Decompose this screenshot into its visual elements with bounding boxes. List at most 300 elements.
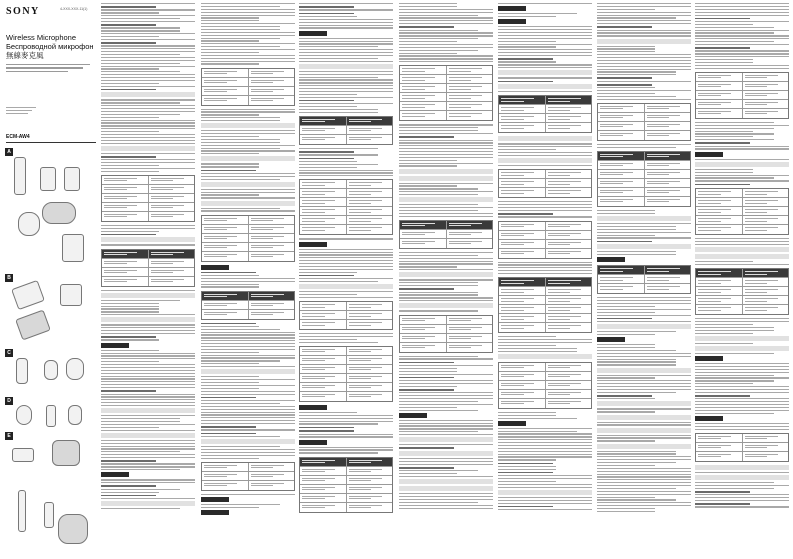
text-line: [201, 163, 259, 164]
subheading: [399, 389, 454, 391]
text-line: [498, 336, 556, 337]
table-cell: [499, 170, 546, 178]
subheading: [299, 100, 354, 102]
text-line: [695, 321, 789, 322]
table-cell: [499, 314, 546, 322]
table-row: [400, 102, 492, 111]
table-cell: [202, 225, 249, 233]
table-row: [598, 161, 690, 170]
text-line: [101, 51, 195, 52]
text-line: [101, 159, 195, 160]
text-line: [597, 35, 691, 36]
text-line: [695, 177, 774, 178]
table-cell: [202, 96, 249, 105]
text-line: [695, 136, 753, 137]
text-line: [597, 350, 676, 351]
section-heading: [695, 416, 723, 421]
section-heading: [299, 242, 327, 247]
text-line: [399, 142, 493, 143]
text-line: [597, 23, 691, 24]
text-line: [498, 67, 592, 68]
text-line: [201, 189, 295, 190]
text-line: [597, 453, 676, 454]
table-row: [499, 287, 591, 296]
table-row: [598, 131, 690, 140]
text-line: [597, 356, 691, 357]
table-row: [300, 494, 392, 503]
table-cell: [202, 292, 249, 300]
table-cell: [249, 78, 295, 86]
table-row: [696, 278, 788, 287]
spec-table: [597, 265, 691, 294]
text-line: [597, 213, 655, 214]
spec-table: [498, 169, 592, 198]
camcorder-illustration: [58, 514, 88, 544]
text-line: [399, 464, 493, 465]
text-line: [201, 346, 295, 347]
text-line: [399, 386, 457, 387]
text-line: [201, 150, 295, 151]
text-line: [201, 63, 259, 64]
spec-table: [299, 346, 393, 402]
text-line: [498, 436, 592, 437]
table-cell: [202, 252, 249, 261]
text-line: [498, 454, 592, 455]
text-line: [399, 380, 493, 381]
text-line: [299, 19, 393, 20]
text-line: [101, 54, 180, 55]
text-line: [101, 415, 195, 416]
table-cell: [149, 212, 195, 221]
table-cell: [696, 73, 743, 81]
text-line: [695, 426, 789, 427]
section-heading: [597, 415, 691, 420]
text-line: [101, 508, 180, 509]
text-line: [695, 506, 789, 507]
table-cell: [546, 240, 592, 248]
subheading: [101, 495, 156, 497]
text-line: [101, 498, 195, 499]
text-line: [597, 347, 655, 348]
table-cell: [598, 284, 645, 293]
table-row: [300, 383, 392, 392]
table-cell: [546, 170, 592, 178]
text-line: [399, 473, 457, 474]
receiver-illustration-2: [64, 167, 80, 191]
text-line: [597, 93, 655, 94]
text-line: [201, 55, 295, 56]
table-cell: [499, 323, 546, 332]
section-heading: [101, 343, 129, 348]
section-heading: [101, 408, 195, 413]
table-row: [300, 365, 392, 374]
text-line: [201, 142, 280, 143]
text-line: [101, 244, 195, 245]
text-line: [399, 374, 493, 375]
table-cell: [546, 390, 592, 398]
table-cell: [300, 180, 347, 188]
text-line: [299, 82, 393, 83]
text-line: [101, 479, 195, 480]
text-line: [399, 32, 493, 33]
text-line: [201, 412, 295, 413]
table-cell: [300, 189, 347, 197]
text-line: [299, 294, 357, 295]
subheading: [299, 430, 354, 432]
spec-table: [299, 301, 393, 330]
subheading: [101, 234, 156, 236]
text-line: [597, 96, 676, 97]
text-line: [201, 197, 295, 198]
text-line: [201, 120, 280, 121]
table-cell: [300, 198, 347, 206]
table-cell: [202, 87, 249, 95]
table-cell: [645, 104, 691, 112]
text-line: [695, 369, 789, 370]
text-line: [299, 16, 357, 17]
table-cell: [546, 105, 592, 113]
table-cell: [546, 114, 592, 122]
text-line: [201, 455, 295, 456]
text-line: [399, 292, 478, 293]
table-row: [696, 269, 788, 278]
table-cell: [300, 225, 347, 234]
text-line: [299, 238, 393, 239]
subheading: [299, 158, 354, 160]
text-line: [695, 343, 753, 344]
text-line: [695, 148, 789, 149]
table-cell: [743, 443, 789, 451]
table-row: [400, 230, 492, 239]
table-cell: [149, 277, 195, 286]
text-line: [498, 415, 556, 416]
text-line: [695, 30, 789, 31]
text-line: [201, 35, 295, 36]
text-line: [399, 207, 493, 208]
table-row: [696, 287, 788, 296]
text-line: [101, 137, 195, 138]
table-cell: [300, 365, 347, 373]
text-line: [201, 366, 295, 367]
section-heading: [399, 303, 493, 308]
text-line: [399, 252, 493, 253]
text-line: [695, 485, 789, 486]
section-heading: [498, 158, 592, 163]
text-line: [101, 48, 195, 49]
text-line: [597, 331, 676, 332]
text-line: [201, 452, 295, 453]
text-line: [399, 204, 478, 205]
text-line: [597, 99, 691, 100]
lanyard-illustration: [16, 358, 28, 384]
text-line: [597, 235, 655, 236]
table-cell: [149, 250, 195, 258]
section-a-label: A: [5, 148, 13, 156]
table-cell: [546, 96, 592, 104]
table-cell: [347, 216, 393, 224]
text-line: [498, 469, 556, 470]
text-line: [597, 71, 676, 72]
table-cell: [447, 325, 493, 333]
table-cell: [645, 161, 691, 169]
text-line: [597, 254, 676, 255]
text-line: [101, 171, 159, 172]
spec-table: [201, 68, 295, 106]
section-heading: [597, 401, 691, 406]
text-line: [201, 40, 259, 41]
table-row: [202, 463, 294, 472]
text-line: [597, 462, 676, 463]
table-row: [102, 203, 194, 212]
text-line: [597, 48, 655, 49]
text-line: [695, 59, 753, 60]
text-line: [597, 422, 691, 423]
text-line: [399, 188, 478, 189]
text-line: [597, 232, 691, 233]
table-cell: [598, 197, 645, 206]
section-heading: [498, 354, 592, 359]
text-line: [498, 152, 592, 153]
text-line: [399, 38, 478, 39]
text-line: [695, 56, 789, 57]
table-cell: [499, 231, 546, 239]
text-line: [597, 474, 691, 475]
text-line: [695, 497, 789, 498]
text-line: [101, 225, 195, 226]
text-line: [597, 411, 655, 412]
text-line: [498, 165, 592, 166]
text-line: [597, 51, 655, 52]
table-cell: [249, 310, 295, 319]
text-line: [399, 263, 493, 264]
table-row: [499, 363, 591, 372]
section-heading: [201, 497, 229, 502]
table-row: [300, 458, 392, 467]
text-line: [695, 68, 789, 69]
table-row: [696, 452, 788, 461]
text-line: [299, 154, 378, 155]
section-heading: [695, 247, 789, 252]
table-cell: [102, 203, 149, 211]
text-line: [299, 46, 378, 47]
section-heading: [498, 70, 592, 75]
text-line: [201, 349, 295, 350]
section-heading: [299, 64, 393, 69]
brand-logo: SONY: [6, 6, 40, 17]
text-line: [101, 492, 159, 493]
transmitter-tall-illustration: [18, 490, 26, 532]
table-row: [400, 325, 492, 334]
text-line: [597, 20, 691, 21]
section-heading: [101, 472, 129, 477]
table-row: [598, 188, 690, 197]
text-line: [399, 505, 493, 506]
text-line: [201, 9, 295, 10]
section-heading: [101, 317, 195, 322]
table-row: [300, 225, 392, 234]
text-line: [299, 263, 393, 264]
table-cell: [645, 284, 691, 293]
text-line: [201, 52, 259, 53]
spec-table: [695, 188, 789, 235]
text-line: [695, 327, 774, 328]
table-row: [696, 296, 788, 305]
text-line: [101, 370, 195, 371]
text-column: [201, 3, 295, 555]
text-line: [201, 352, 259, 353]
table-cell: [598, 122, 645, 130]
text-line: [101, 300, 180, 301]
text-line: [597, 494, 691, 495]
text-line: [695, 404, 789, 405]
text-line: [597, 386, 691, 387]
table-cell: [499, 96, 546, 104]
text-line: [498, 412, 556, 413]
subheading: [597, 395, 652, 397]
text-line: [101, 153, 195, 154]
transmitter-illustration: [14, 157, 26, 195]
table-row: [499, 249, 591, 258]
table-row: [300, 117, 392, 126]
text-line: [597, 380, 691, 381]
table-cell: [202, 301, 249, 309]
text-line: [498, 500, 592, 501]
text-line: [299, 148, 378, 149]
text-line: [101, 421, 180, 422]
text-line: [101, 350, 159, 351]
table-cell: [499, 188, 546, 197]
text-line: [201, 109, 295, 110]
subheading: [101, 89, 156, 91]
text-line: [299, 71, 393, 72]
text-line: [101, 489, 180, 490]
text-line: [597, 424, 691, 425]
text-line: [101, 463, 195, 464]
table-cell: [300, 392, 347, 401]
table-cell: [499, 305, 546, 313]
table-cell: [696, 198, 743, 206]
text-line: [695, 32, 774, 33]
text-line: [399, 368, 457, 369]
text-line: [695, 146, 789, 147]
table-cell: [499, 296, 546, 304]
text-line: [597, 491, 691, 492]
section-heading: [597, 216, 691, 221]
subheading: [695, 395, 750, 397]
text-line: [399, 258, 493, 259]
text-line: [101, 71, 180, 72]
text-line: [695, 401, 789, 402]
text-line: [597, 456, 691, 457]
text-line: [498, 52, 592, 53]
text-line: [498, 210, 592, 211]
section-e-label: E: [5, 432, 13, 440]
table-cell: [546, 222, 592, 230]
table-row: [696, 207, 788, 216]
table-row: [499, 179, 591, 188]
text-column: [695, 3, 789, 555]
text-line: [399, 30, 478, 31]
text-line: [498, 41, 556, 42]
text-line: [695, 353, 774, 354]
text-line: [399, 50, 478, 51]
table-row: [499, 188, 591, 197]
text-line: [399, 502, 478, 503]
text-line: [498, 445, 592, 446]
table-cell: [696, 434, 743, 442]
text-line: [399, 383, 493, 384]
text-line: [201, 414, 295, 415]
text-line: [201, 153, 259, 154]
table-cell: [743, 109, 789, 118]
section-heading: [101, 237, 195, 242]
text-line: [101, 402, 195, 403]
text-line: [299, 281, 378, 282]
text-line: [101, 57, 195, 58]
spec-table: [695, 268, 789, 315]
section-heading: [597, 337, 625, 342]
table-cell: [300, 347, 347, 355]
text-line: [299, 421, 393, 422]
text-line: [597, 471, 691, 472]
text-line: [299, 41, 393, 42]
text-line: [498, 267, 592, 268]
subheading: [101, 42, 156, 44]
subheading: [101, 156, 156, 158]
text-line: [201, 286, 259, 287]
text-line: [201, 179, 280, 180]
text-line: [695, 41, 774, 42]
table-cell: [149, 176, 195, 184]
table-row: [202, 96, 294, 105]
text-line: [201, 208, 280, 209]
table-cell: [347, 180, 393, 188]
text-line: [597, 210, 655, 211]
table-row: [598, 275, 690, 284]
text-line: [299, 74, 393, 75]
subheading: [101, 6, 156, 8]
text-line: [597, 459, 691, 460]
subheading: [597, 26, 652, 28]
text-line: [101, 231, 159, 232]
text-line: [299, 452, 378, 453]
section-heading: [101, 501, 195, 506]
spec-table: [299, 116, 393, 145]
text-line: [101, 381, 195, 382]
text-line: [101, 454, 195, 455]
text-line: [101, 128, 195, 129]
table-row: [102, 277, 194, 286]
table-cell: [743, 91, 789, 99]
table-cell: [347, 476, 393, 484]
table-cell: [546, 381, 592, 389]
table-cell: [499, 240, 546, 248]
table-row: [300, 216, 392, 225]
table-cell: [400, 93, 447, 101]
table-row: [499, 381, 591, 390]
text-line: [597, 361, 676, 362]
text-line: [695, 324, 753, 325]
subheading: [498, 58, 553, 60]
text-line: [201, 340, 295, 341]
table-cell: [546, 123, 592, 132]
text-line: [695, 238, 789, 239]
table-cell: [300, 126, 347, 134]
text-line: [498, 428, 592, 429]
text-line: [597, 237, 691, 238]
table-cell: [696, 91, 743, 99]
table-cell: [149, 194, 195, 202]
